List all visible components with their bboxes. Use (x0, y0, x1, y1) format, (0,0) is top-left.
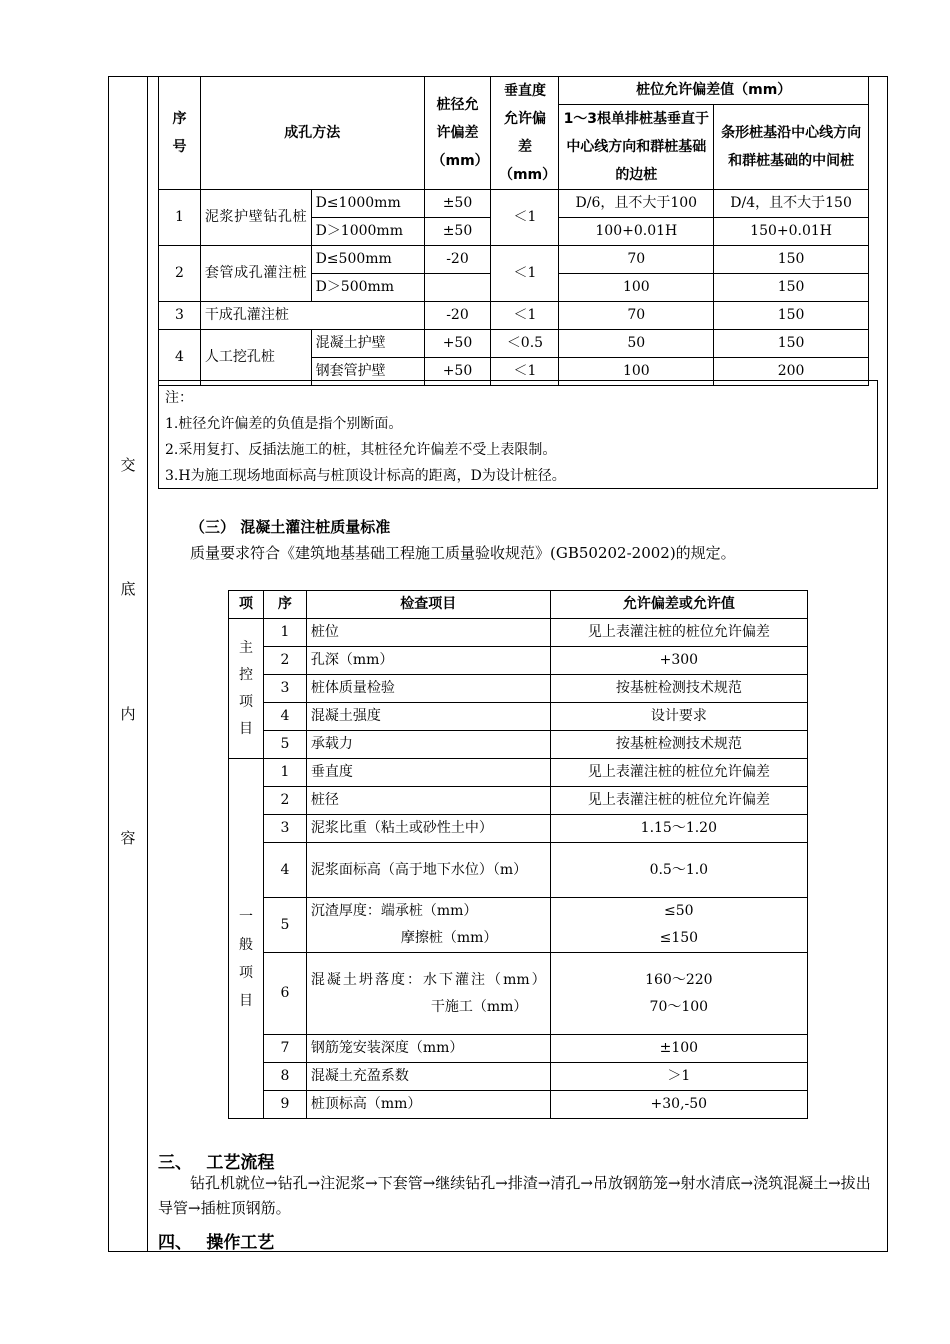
general-row-item: 沉渣厚度：端承桩（mm） 摩擦桩（mm） (306, 898, 550, 953)
side-char-4: 容 (120, 829, 136, 847)
row1-method: 泥浆护壁钻孔桩 (200, 190, 311, 246)
row2-vert: ＜1 (491, 246, 559, 302)
part3-text: 钻孔机就位→钻孔→注泥浆→下套管→继续钻孔→排渣→清孔→吊放钢筋笼→射水清底→浇筑混凝土→拔出导管→插桩顶钢筋。 (158, 1174, 871, 1217)
general-row-value: 160～220 70～100 (550, 953, 807, 1035)
main-row-item: 混凝土强度 (306, 703, 550, 731)
general-row-item: 垂直度 (306, 759, 550, 787)
main-row-item: 承载力 (306, 731, 550, 759)
general-row-value: ＞1 (550, 1063, 807, 1091)
main-row-value: 按基桩检测技术规范 (550, 675, 807, 703)
row4-vert2: ＜1 (491, 358, 559, 386)
general-row-value: 0.5～1.0 (550, 843, 807, 898)
row1-p1b: 100+0.01H (559, 218, 714, 246)
row3-seq: 3 (159, 302, 201, 330)
main-row-seq: 3 (263, 675, 306, 703)
note-title: 注： (165, 390, 193, 406)
header-sub1: 1～3根单排桩基垂直于中心线方向和群桩基础的边桩 (559, 105, 714, 190)
row2-p1a: 70 (559, 246, 714, 274)
side-char-1: 交 (120, 456, 136, 474)
main-row-value: 见上表灌注桩的桩位允许偏差 (550, 619, 807, 647)
section3-desc: 质量要求符合《建筑地基基础工程施工质量验收规范》(GB50202-2002)的规定。 (190, 544, 736, 562)
row4-p1b: 100 (559, 358, 714, 386)
general-row-item: 桩顶标高（mm） (306, 1091, 550, 1119)
row1-cond1: D≤1000mm (311, 190, 424, 218)
row2-seq: 2 (159, 246, 201, 302)
t2-header-item: 检查项目 (306, 591, 550, 619)
row1-vert: ＜1 (491, 190, 559, 246)
row1-p1a: D/6，且不大于100 (559, 190, 714, 218)
general-row-seq: 9 (263, 1091, 306, 1119)
note-3: 3.H为施工现场地面标高与桩顶设计标高的距离，D为设计桩径。 (165, 468, 566, 484)
row1-cond2: D＞1000mm (311, 218, 424, 246)
header-diameter-dev: 桩径允许偏差（mm） (424, 77, 491, 190)
main-row-value: 按基桩检测技术规范 (550, 731, 807, 759)
table1-notes (158, 380, 878, 489)
main-row-seq: 5 (263, 731, 306, 759)
main-row-item: 桩位 (306, 619, 550, 647)
general-row-item: 钢筋笼安装深度（mm） (306, 1035, 550, 1063)
row2-cond2: D＞500mm (311, 274, 424, 302)
general-row-value: ≤50 ≤150 (550, 898, 807, 953)
header-sub2: 条形桩基沿中心线方向和群桩基础的中间桩 (714, 105, 869, 190)
general-row-value: 见上表灌注桩的桩位允许偏差 (550, 759, 807, 787)
row4-cond2: 钢套管护壁 (311, 358, 424, 386)
part3-title: 三、 工艺流程 (158, 1153, 275, 1173)
general-row-value: 见上表灌注桩的桩位允许偏差 (550, 787, 807, 815)
row1-dia1: ±50 (424, 190, 491, 218)
row2-p1b: 100 (559, 274, 714, 302)
t2-header-seq: 序 (263, 591, 306, 619)
main-items-label: 主控项目 (229, 619, 264, 759)
general-row-seq: 8 (263, 1063, 306, 1091)
row4-seq: 4 (159, 330, 201, 386)
general-row-seq: 6 (263, 953, 306, 1035)
row3-p2: 150 (714, 302, 869, 330)
main-row-item: 桩体质量检验 (306, 675, 550, 703)
general-row-item: 混凝土充盈系数 (306, 1063, 550, 1091)
row4-p2a: 150 (714, 330, 869, 358)
section3-title: （三） 混凝土灌注桩质量标准 (190, 518, 391, 536)
main-row-value: +300 (550, 647, 807, 675)
general-row-value: +30,-50 (550, 1091, 807, 1119)
main-row-seq: 2 (263, 647, 306, 675)
general-row-seq: 1 (263, 759, 306, 787)
general-row-item: 泥浆面标高（高于地下水位）（m） (306, 843, 550, 898)
general-row-seq: 3 (263, 815, 306, 843)
row1-seq: 1 (159, 190, 201, 246)
t2-header-value: 允许偏差或允许值 (550, 591, 807, 619)
main-row-item: 孔深（mm） (306, 647, 550, 675)
part4-title: 四、 操作工艺 (158, 1233, 275, 1253)
general-row-seq: 4 (263, 843, 306, 898)
row4-p2b: 200 (714, 358, 869, 386)
general-items-label: 一般项目 (229, 759, 264, 1119)
row2-method: 套管成孔灌注桩 (200, 246, 311, 302)
general-row-item: 混凝土坍落度：水下灌注（mm） 干施工（mm） (306, 953, 550, 1035)
side-char-2: 底 (120, 580, 136, 598)
main-row-seq: 1 (263, 619, 306, 647)
header-vertical-dev: 垂直度允许偏差（mm） (491, 77, 559, 190)
note-1: 1.桩径允许偏差的负值是指个别断面。 (165, 416, 403, 432)
general-row-value: ±100 (550, 1035, 807, 1063)
header-method: 成孔方法 (200, 77, 424, 190)
general-row-seq: 5 (263, 898, 306, 953)
row4-cond1: 混凝土护壁 (311, 330, 424, 358)
t2-header-cat: 项 (229, 591, 264, 619)
row1-dia2: ±50 (424, 218, 491, 246)
row4-vert1: ＜0.5 (491, 330, 559, 358)
general-row-seq: 7 (263, 1035, 306, 1063)
row4-method: 人工挖孔桩 (200, 330, 311, 386)
header-seq: 序号 (159, 77, 201, 190)
row2-dia1: -20 (424, 246, 491, 274)
general-row-value: 1.15～1.20 (550, 815, 807, 843)
row2-cond1: D≤500mm (311, 246, 424, 274)
row4-p1a: 50 (559, 330, 714, 358)
row3-p1: 70 (559, 302, 714, 330)
row3-method: 干成孔灌注桩 (200, 302, 424, 330)
general-row-seq: 2 (263, 787, 306, 815)
row2-p2a: 150 (714, 246, 869, 274)
row1-p2a: D/4，且不大于150 (714, 190, 869, 218)
row2-dia2 (424, 274, 491, 302)
note-2: 2.采用复打、反插法施工的桩，其桩径允许偏差不受上表限制。 (165, 442, 557, 458)
row3-vert: ＜1 (491, 302, 559, 330)
row4-dia1: +50 (424, 330, 491, 358)
row2-p2b: 150 (714, 274, 869, 302)
general-row-item: 泥浆比重（粘土或砂性土中） (306, 815, 550, 843)
main-row-seq: 4 (263, 703, 306, 731)
side-column (108, 76, 148, 1252)
row3-dia: -20 (424, 302, 491, 330)
row4-dia2: +50 (424, 358, 491, 386)
general-row-item: 桩径 (306, 787, 550, 815)
row1-p2b: 150+0.01H (714, 218, 869, 246)
side-char-3: 内 (120, 705, 136, 723)
quality-standard-table (228, 590, 808, 1119)
header-position-dev: 桩位允许偏差值（mm） (559, 77, 869, 105)
main-row-value: 设计要求 (550, 703, 807, 731)
pile-deviation-table (158, 76, 869, 386)
